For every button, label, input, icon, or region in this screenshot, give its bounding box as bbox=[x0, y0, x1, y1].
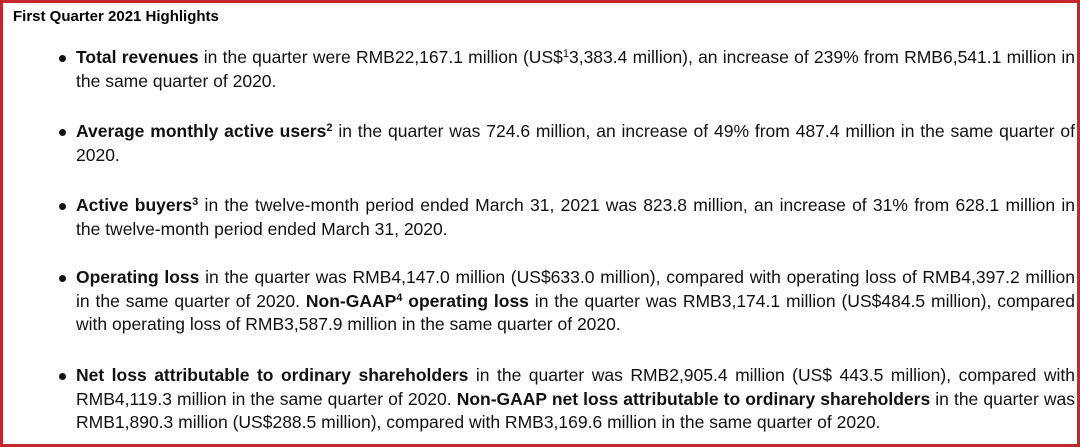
bullet-term: Average monthly active users bbox=[76, 121, 327, 141]
bullet-text: 3,383.4 million), an increase of 239% from RMB6,541.1 million in the same quarter of 2020. bbox=[76, 47, 1076, 91]
bullet-text: in the quarter was RMB1,890.3 million (US$288.5 million), compared with RMB3,169.6 million in the same quarter of 2020. bbox=[76, 388, 1075, 432]
bullet-text: in the quarter was RMB3,174.1 million (US$484.5 million), compared with operating loss of RMB3,587.9 million in the same quarter of 2020. bbox=[76, 290, 1076, 334]
bullet-dot bbox=[59, 373, 66, 380]
bullet-net-loss bbox=[76, 364, 1075, 435]
bullet-term: operating loss bbox=[402, 290, 529, 311]
footnote-ref: 1 bbox=[562, 48, 569, 60]
bullet-text: in the twelve-month period ended March 31, 2021 was 823.8 million, an increase of 31% from 628.1 million in the twelve-month period ended March 31, 2020. bbox=[76, 195, 1075, 239]
bullet-dot bbox=[59, 55, 66, 62]
section-heading: First Quarter 2021 Highlights bbox=[13, 8, 219, 25]
bullet-term: Active buyers bbox=[76, 195, 193, 215]
bullet-text: in the quarter were RMB22,167.1 million (US$ bbox=[198, 47, 563, 67]
bullet-term: Total revenues bbox=[76, 47, 199, 67]
footnote-ref: 2 bbox=[326, 122, 333, 134]
bullet-active-buyers bbox=[76, 194, 1075, 241]
bullet-total-revenues bbox=[76, 46, 1075, 93]
bullet-dot bbox=[59, 275, 66, 282]
bullet-term: Non-GAAP bbox=[305, 290, 397, 311]
bullet-text: in the quarter was RMB2,905.4 million (US$ 443.5 million), compared with RMB4,119.3 million in the same quarter of 2020. bbox=[76, 365, 1075, 409]
bullet-dot bbox=[59, 203, 66, 210]
bullet-text: in the quarter was RMB4,147.0 million (US$633.0 million), compared with operating loss of RMB4,397.2 million in the same quarter of 2020. bbox=[76, 267, 1076, 311]
bullet-average-mau bbox=[76, 120, 1075, 167]
bullet-operating-loss bbox=[76, 266, 1075, 337]
footnote-ref: 4 bbox=[396, 291, 403, 304]
bullet-term: Non-GAAP net loss attributable to ordinary shareholders bbox=[456, 388, 931, 409]
footnote-ref: 3 bbox=[192, 196, 199, 208]
bullet-dot bbox=[59, 129, 66, 136]
bullet-text: in the quarter was 724.6 million, an increase of 49% from 487.4 million in the same quarter of 2020. bbox=[76, 121, 1075, 165]
bullet-term: Net loss attributable to ordinary shareholders bbox=[76, 365, 469, 385]
bullet-term: Operating loss bbox=[76, 267, 200, 287]
